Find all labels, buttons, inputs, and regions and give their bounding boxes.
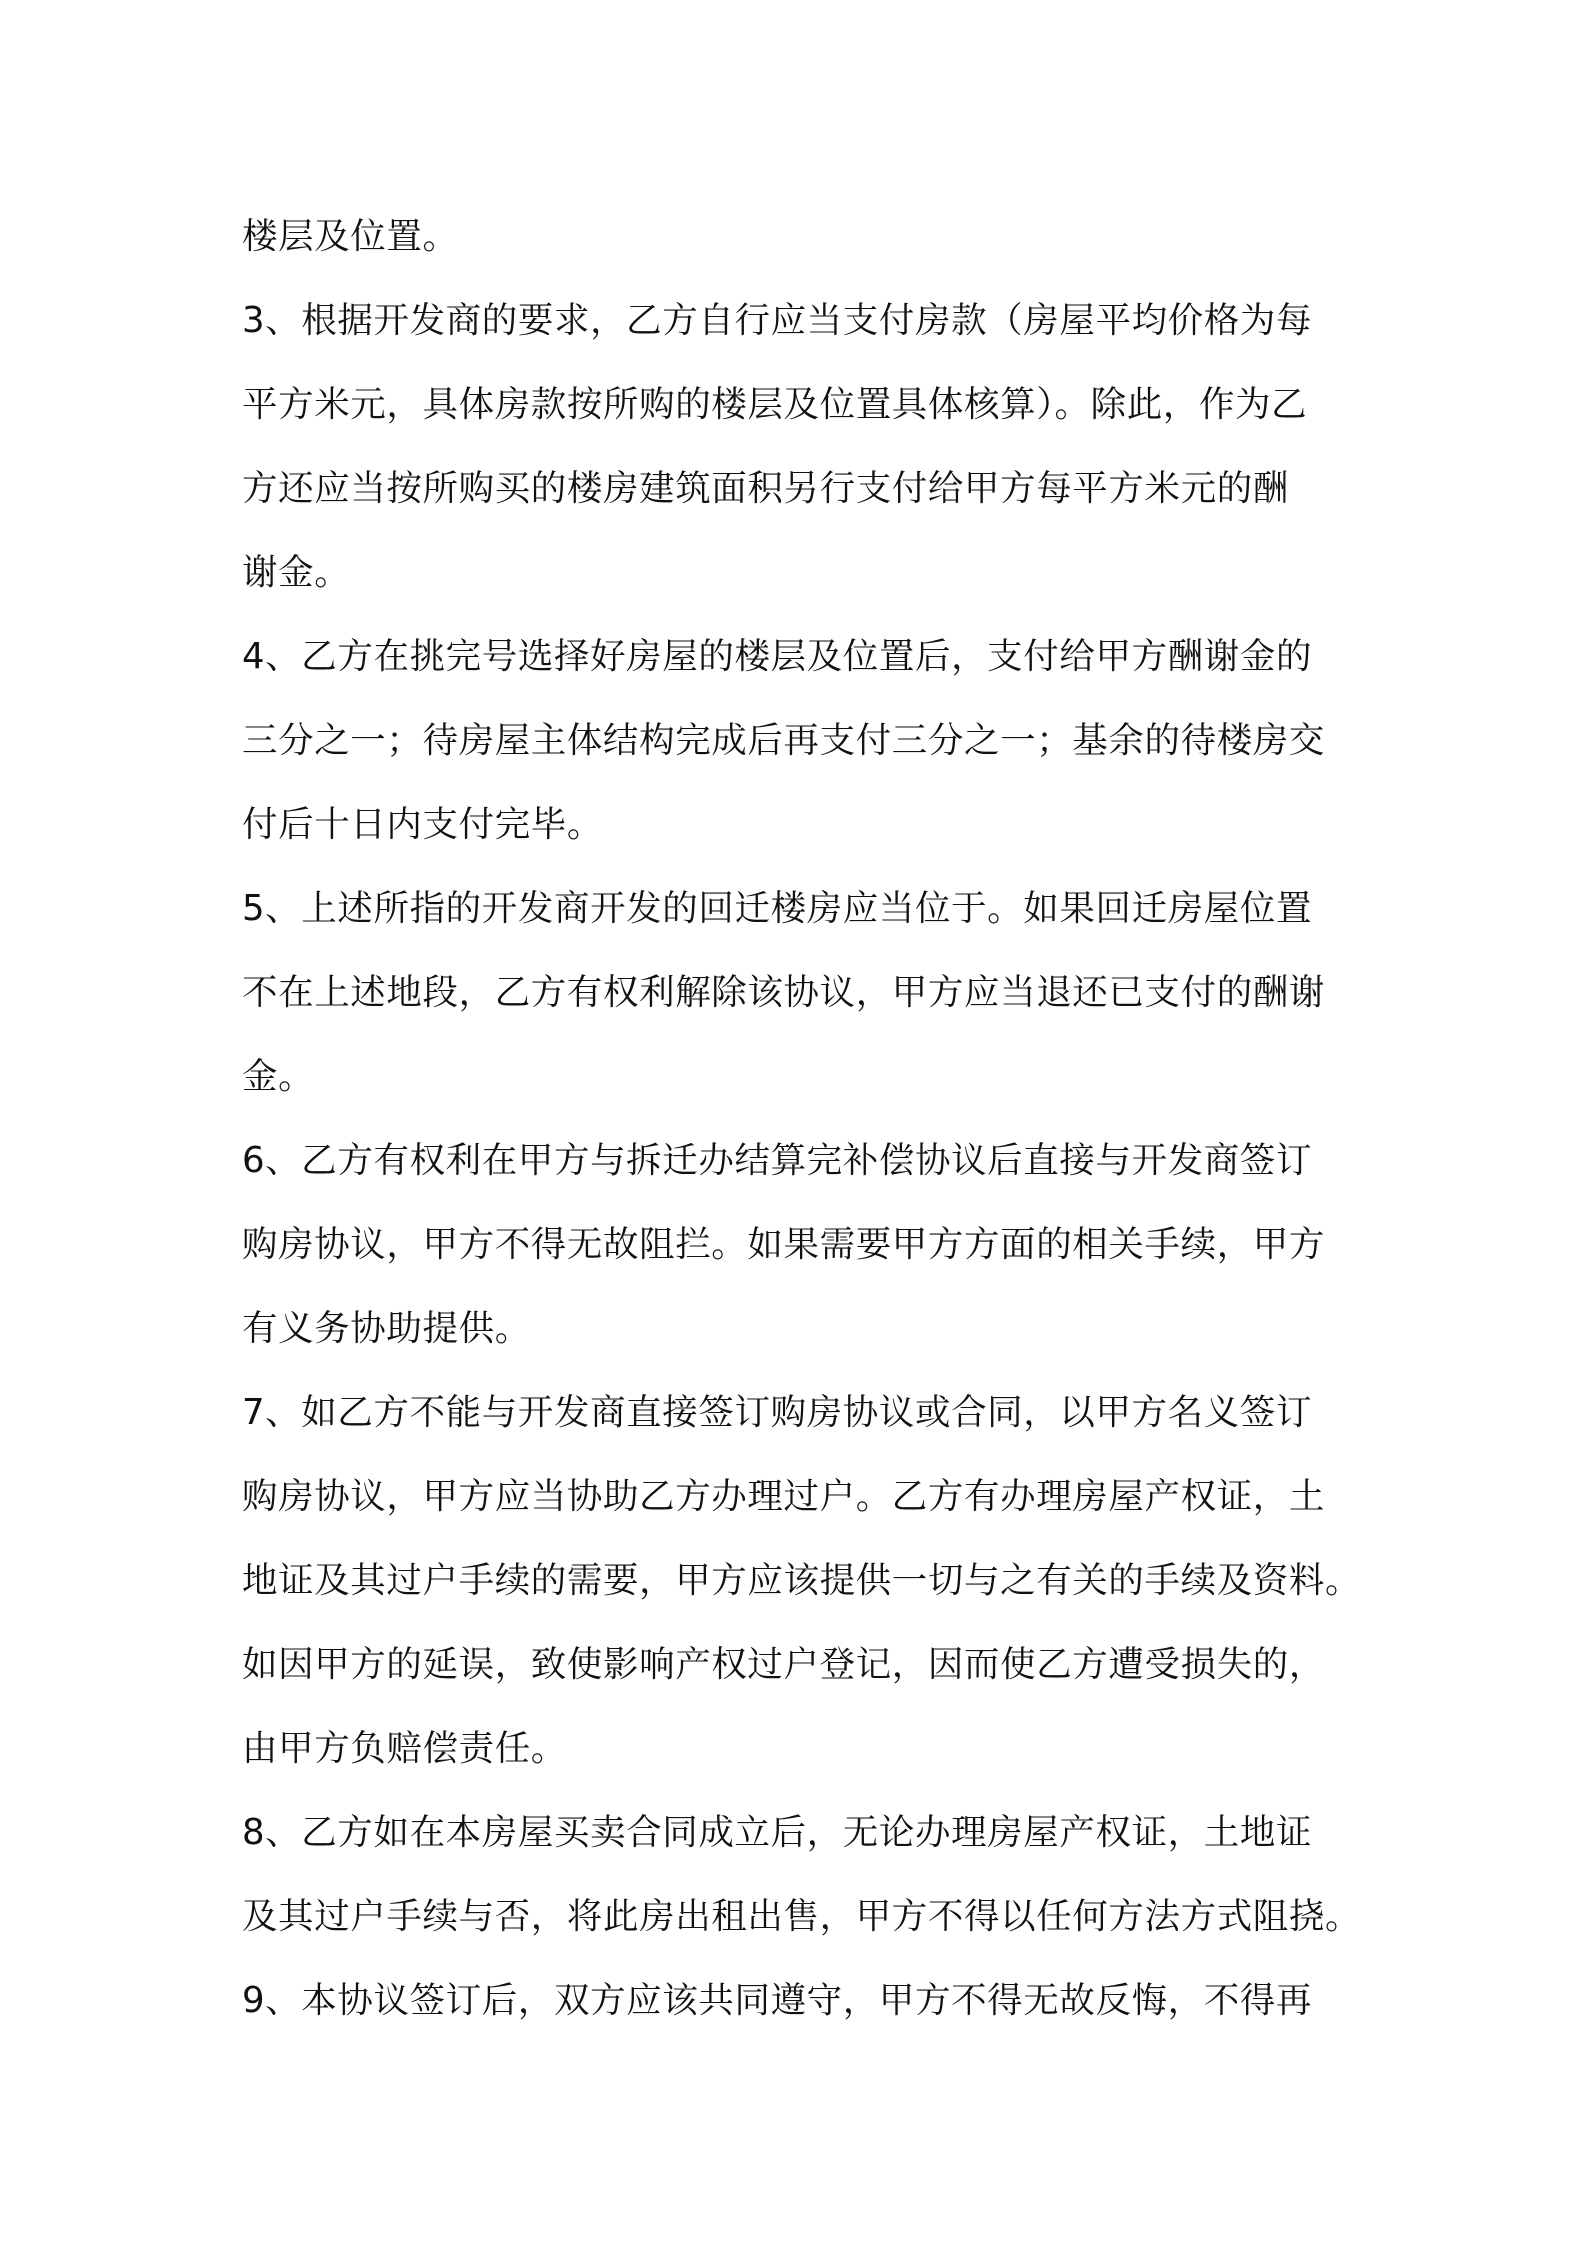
text-line: 由甲方负赔偿责任。 [242, 1728, 567, 1769]
text-line: 7、如乙方不能与开发商直接签订购房协议或合同，以甲方名义签订 [242, 1392, 1313, 1433]
document-body [242, 195, 1372, 2043]
text-line: 3、根据开发商的要求，乙方自行应当支付房款（房屋平均价格为每 [242, 300, 1313, 341]
text-line: 地证及其过户手续的需要，甲方应该提供一切与之有关的手续及资料。 [242, 1560, 1362, 1601]
text-line: 购房协议，甲方不得无故阻拦。如果需要甲方方面的相关手续，甲方 [242, 1224, 1326, 1265]
text-line: 5、上述所指的开发商开发的回迁楼房应当位于。如果回迁房屋位置 [242, 888, 1313, 929]
text-line: 及其过户手续与否，将此房出租出售，甲方不得以任何方法方式阻挠。 [242, 1896, 1362, 1937]
text-line: 楼层及位置。 [242, 216, 459, 257]
text-line: 付后十日内支付完毕。 [242, 804, 604, 845]
text-line: 4、乙方在挑完号选择好房屋的楼层及位置后，支付给甲方酬谢金的 [242, 636, 1313, 677]
text-line: 不在上述地段，乙方有权利解除该协议，甲方应当退还已支付的酬谢 [242, 972, 1326, 1013]
text-line: 8、乙方如在本房屋买卖合同成立后，无论办理房屋产权证，土地证 [242, 1812, 1313, 1853]
text-line: 三分之一；待房屋主体结构完成后再支付三分之一；基余的待楼房交 [242, 720, 1326, 761]
text-line: 方还应当按所购买的楼房建筑面积另行支付给甲方每平方米元的酬 [242, 468, 1289, 509]
text-line: 如因甲方的延误，致使影响产权过户登记，因而使乙方遭受损失的， [242, 1644, 1326, 1685]
text-line: 6、乙方有权利在甲方与拆迁办结算完补偿协议后直接与开发商签订 [242, 1140, 1313, 1181]
text-line: 谢金。 [242, 552, 351, 593]
text-line: 金。 [242, 1056, 315, 1097]
text-line: 有义务协助提供。 [242, 1308, 531, 1349]
text-line: 平方米元，具体房款按所购的楼层及位置具体核算）。除此，作为乙 [242, 384, 1308, 425]
text-line: 购房协议，甲方应当协助乙方办理过户。乙方有办理房屋产权证，土 [242, 1476, 1326, 1517]
text-line: 9、本协议签订后，双方应该共同遵守，甲方不得无故反悔，不得再 [242, 1980, 1313, 2021]
